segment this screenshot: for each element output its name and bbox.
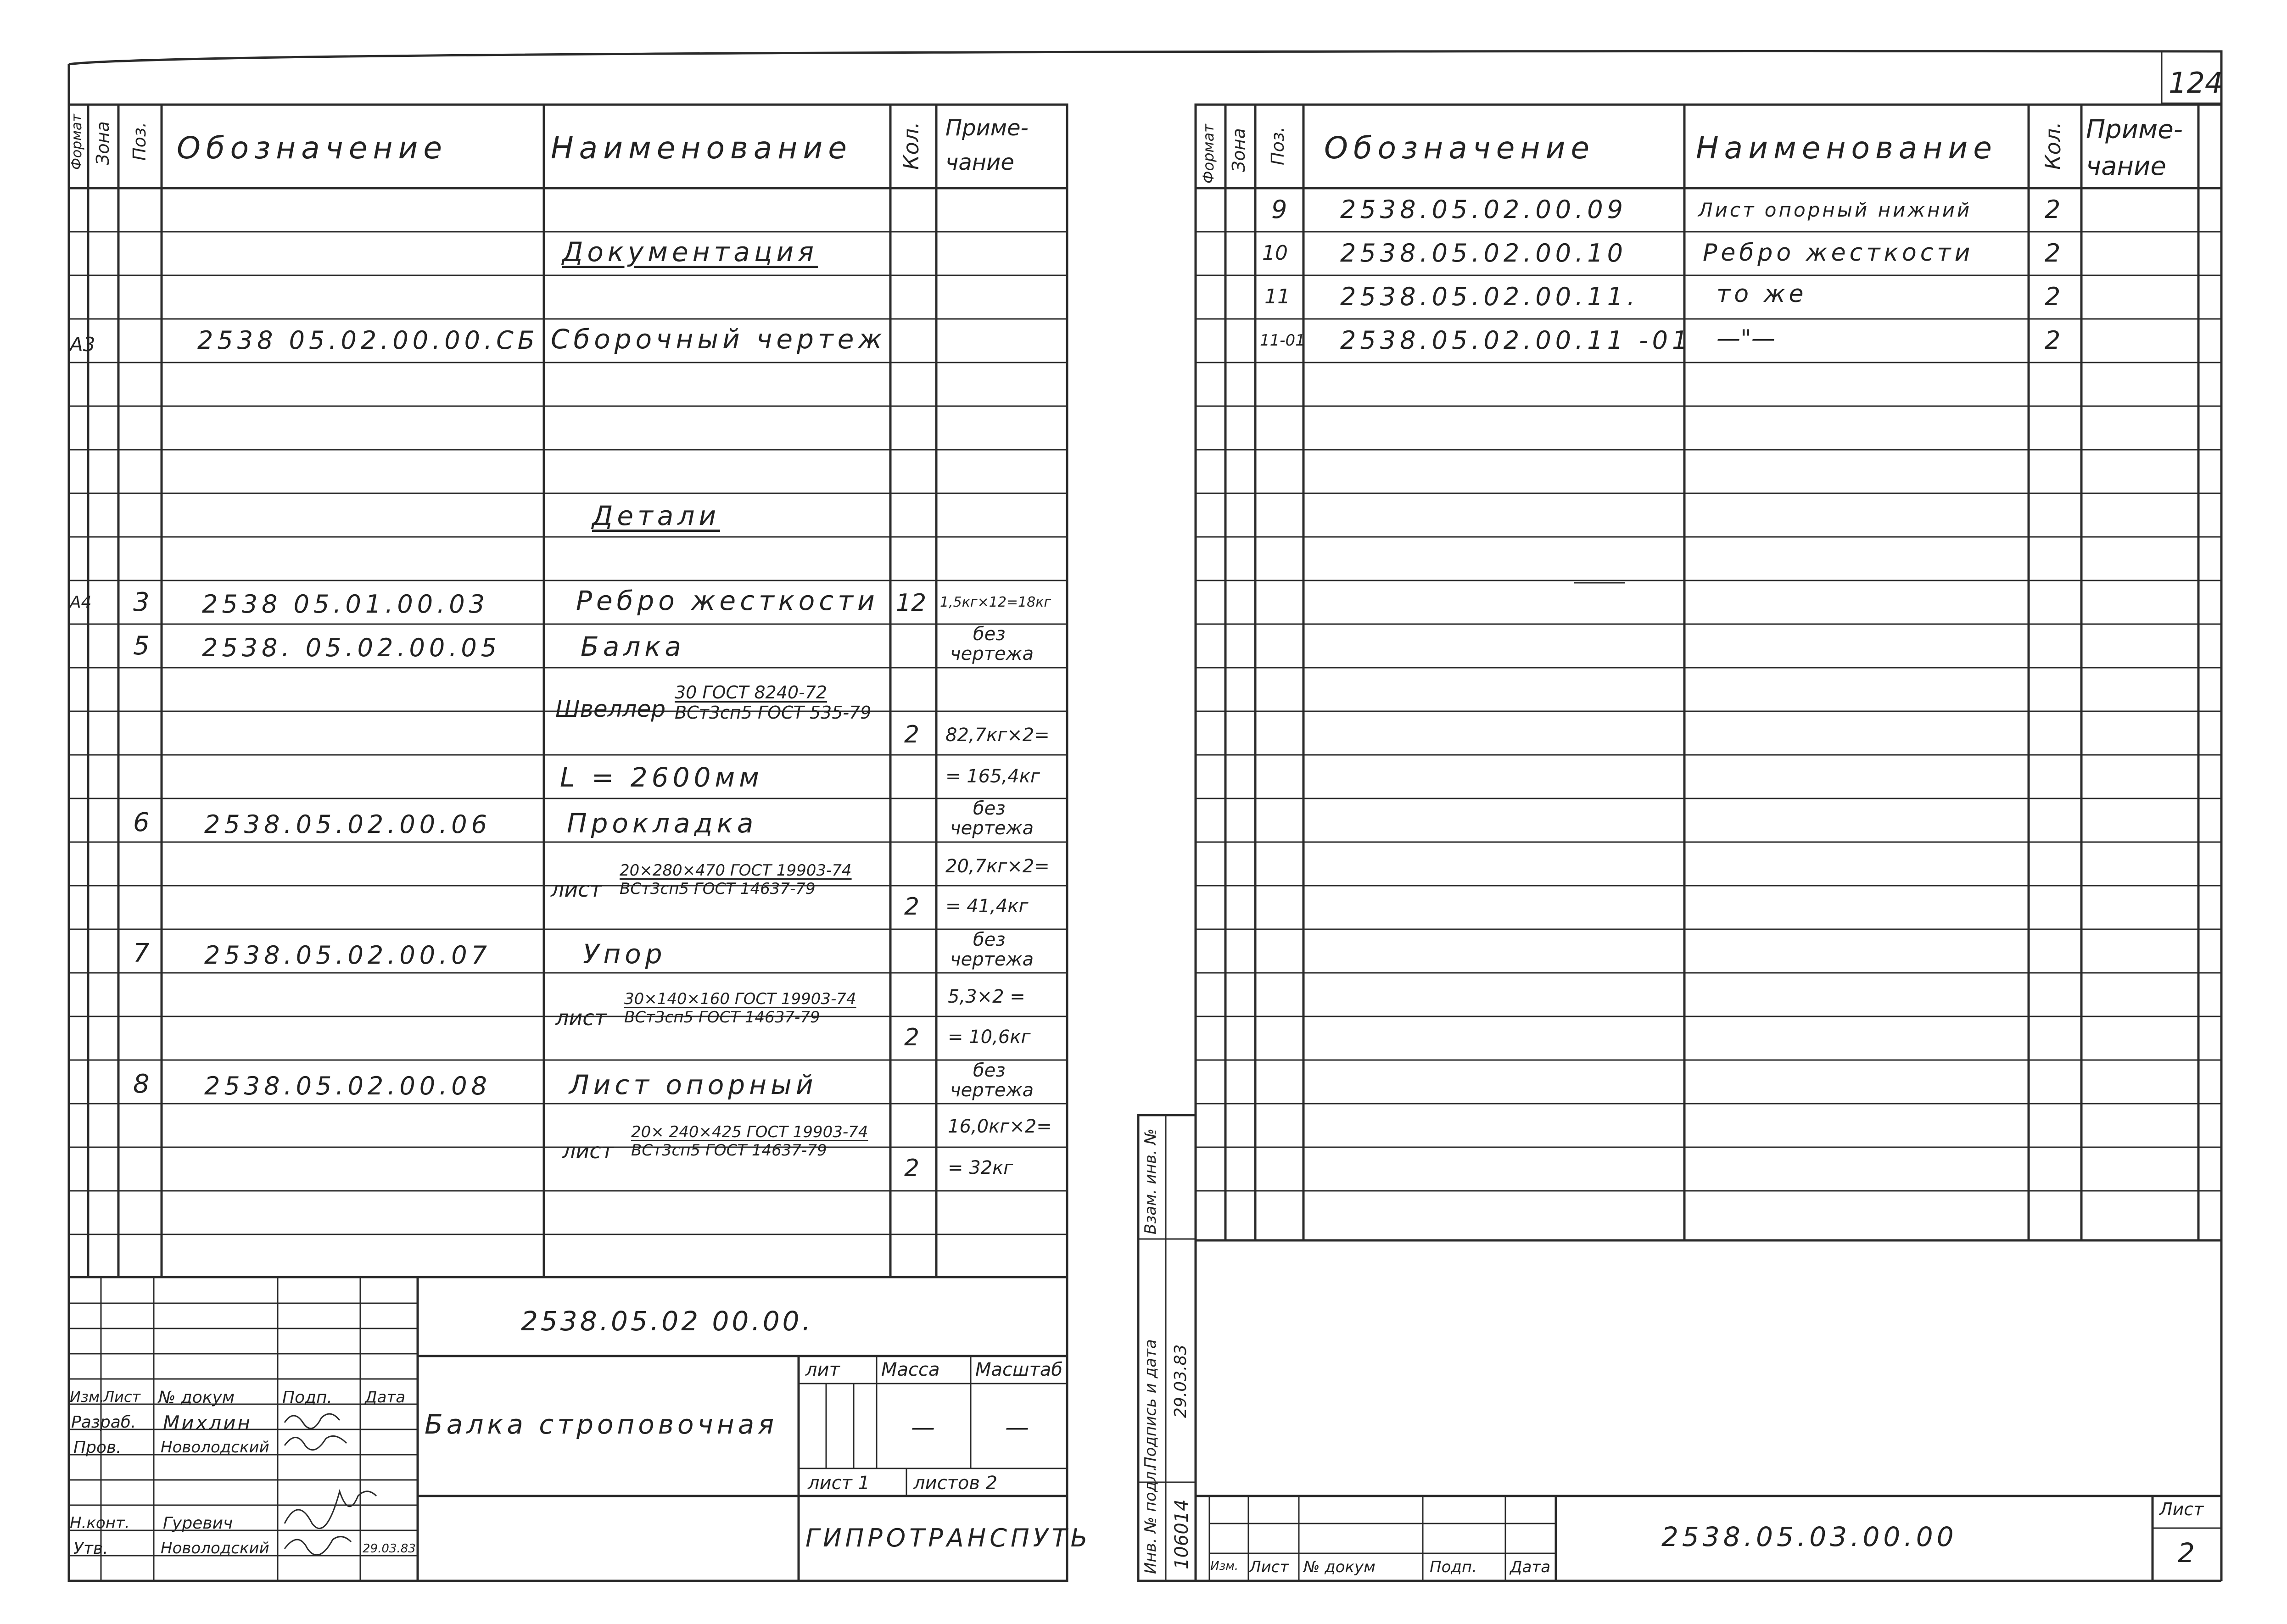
item-6-qty: 2 [904, 893, 920, 921]
header-designation: Обозначение [177, 130, 447, 166]
signature-app [285, 1537, 351, 1555]
item-9-qty: 2 [2045, 195, 2061, 224]
right-sheet-label: Лист [2159, 1499, 2204, 1519]
item-7-material-top: 30×140×160 ГОСТ 19903-74 [624, 990, 856, 1008]
item-6-material-top: 20×280×470 ГОСТ 19903-74 [620, 861, 852, 880]
right-col-sign: Подп. [1430, 1558, 1477, 1576]
item-10-name: Ребро жесткости [1703, 239, 1974, 267]
item-6-code: 2538.05.02.00.06 [204, 810, 491, 839]
side-inv-label: Инв. № подл. [1141, 1466, 1160, 1574]
header-zone: Зона [93, 121, 113, 165]
item-8-note-1: без [973, 1060, 1006, 1081]
stamp-app-role: Утв. [73, 1539, 108, 1558]
item-8-note-3: 16,0кг×2= [948, 1116, 1052, 1137]
item-5-material-prefix: Швеллер [555, 696, 666, 722]
title-sheets: листов 2 [913, 1473, 998, 1494]
title-mass-label: Масса [881, 1359, 940, 1380]
item-10-code: 2538.05.02.00.10 [1340, 239, 1627, 268]
item-6-name: Прокладка [567, 808, 758, 839]
title-sheet: лист 1 [808, 1473, 870, 1494]
item-11-name: то же [1717, 280, 1807, 308]
stamp-col-sheet: Лист [103, 1388, 141, 1406]
item-1101-qty: 2 [2045, 326, 2061, 355]
item-5-note-3: 82,7кг×2= [945, 725, 1050, 746]
section-documentation: Документация [562, 236, 818, 268]
right-header-note-2: чание [2086, 151, 2166, 181]
right-header-name: Наименование [1696, 130, 1997, 166]
header-note-2: чание [945, 150, 1014, 175]
item-8-material-prefix: лист [562, 1138, 614, 1163]
header-format: Формат [69, 114, 85, 170]
header-pos: Поз. [129, 122, 150, 161]
item-5-note-4: = 165,4кг [945, 766, 1040, 787]
right-header-designation: Обозначение [1324, 130, 1595, 166]
item-3-note: 1,5кг×12=18кг [940, 594, 1051, 610]
item-6-note-3: 20,7кг×2= [945, 856, 1050, 877]
right-col-docnum: № докум [1303, 1558, 1376, 1576]
signature-nc [285, 1491, 376, 1529]
stamp-nc-name: Гуревич [163, 1514, 233, 1533]
item-7-qty: 2 [904, 1024, 920, 1051]
item-8-note-4: = 32кг [948, 1157, 1013, 1178]
item-8-note-2: чертежа [950, 1080, 1034, 1101]
side-sign-date-label: Подпись и дата [1141, 1339, 1160, 1468]
right-col-change: Изм. [1210, 1559, 1239, 1573]
item-6-material-bottom: ВСт3сп5 ГОСТ 14637-79 [620, 880, 816, 898]
item-7-material-prefix: лист [555, 1005, 607, 1030]
page-number: 124 [2169, 66, 2223, 100]
side-date-value: 29.03.83 [1171, 1344, 1190, 1418]
title-product-name: Балка строповочная [425, 1409, 778, 1440]
side-replaced-inv-label: Взам. инв. № [1141, 1128, 1160, 1234]
title-scale-label: Масштаб [975, 1359, 1063, 1380]
right-header-pos: Поз. [1268, 126, 1288, 165]
item-11-qty: 2 [2045, 282, 2061, 311]
item-5-material-top: 30 ГОСТ 8240-72 [675, 682, 828, 703]
title-lit-label: лит [805, 1359, 840, 1380]
item-7-code: 2538.05.02.00.07 [204, 941, 491, 970]
stamp-nc-role: Н.конт. [70, 1514, 130, 1532]
item-9-name: Лист опорный нижний [1698, 199, 1972, 221]
item-7-pos: 7 [133, 938, 150, 968]
header-note-1: Приме- [945, 115, 1029, 141]
item-6-pos: 6 [133, 808, 150, 837]
item-8-material-top: 20× 240×425 ГОСТ 19903-74 [631, 1123, 868, 1141]
stamp-chk-name: Новолодский [161, 1438, 269, 1457]
stamp-col-change: Изм. [70, 1388, 105, 1406]
item-8-pos: 8 [133, 1069, 150, 1099]
item-6-note-4: = 41,4кг [945, 896, 1029, 917]
item-7-note-3: 5,3×2 = [948, 986, 1025, 1007]
signature-dev [285, 1414, 340, 1429]
item-11-pos: 11 [1264, 285, 1290, 308]
item-1101-name: —"— [1717, 325, 1775, 352]
item-3-qty: 12 [896, 589, 927, 617]
right-header-note-1: Приме- [2086, 115, 2183, 145]
stamp-chk-role: Пров. [73, 1438, 122, 1457]
item-6-material-prefix: лист [551, 877, 602, 902]
signature-chk [285, 1436, 347, 1450]
header-name: Наименование [551, 130, 852, 166]
item-8-material-bottom: ВСт3сп5 ГОСТ 14637-79 [631, 1141, 827, 1160]
right-header-zone: Зона [1229, 128, 1249, 172]
item-1101-pos: 11-01 [1260, 331, 1305, 350]
item-8-code: 2538.05.02.00.08 [204, 1072, 491, 1100]
item-7-note-2: чертежа [950, 949, 1034, 970]
stamp-app-date: 29.03.83 [363, 1542, 416, 1556]
item-11-code: 2538.05.02.00.11. [1340, 282, 1639, 311]
item-5-code: 2538. 05.02.00.05 [202, 633, 501, 662]
item-10-pos: 10 [1262, 241, 1288, 265]
item-3-format: А4 [70, 593, 92, 612]
stamp-col-date: Дата [365, 1388, 406, 1406]
item-3-pos: 3 [133, 587, 150, 617]
right-col-date: Дата [1510, 1558, 1551, 1576]
right-header-qty: Кол. [2041, 122, 2065, 170]
item-10-qty: 2 [2045, 239, 2061, 268]
item-5-qty: 2 [904, 721, 920, 748]
item-5-note-1: без [973, 624, 1006, 645]
right-sheet-number: 2 [2178, 1537, 2195, 1568]
right-col-sheet: Лист [1249, 1558, 1289, 1576]
item-5-note-2: чертежа [950, 643, 1034, 664]
item-7-material-bottom: ВСт3сп5 ГОСТ 14637-79 [624, 1008, 820, 1027]
stamp-app-name: Новолодский [161, 1539, 269, 1557]
right-header-format: Формат [1200, 124, 1217, 184]
title-mass-value: — [911, 1414, 935, 1441]
item-9-code: 2538.05.02.00.09 [1340, 195, 1627, 224]
section-parts: Детали [592, 500, 721, 531]
item-7-note-4: = 10,6кг [948, 1027, 1031, 1048]
doc-format: А3 [70, 333, 95, 356]
title-doc-number: 2538.05.02 00.00. [521, 1306, 813, 1337]
doc-code: 2538 05.02.00.00.СБ [197, 326, 539, 355]
item-7-note-1: без [973, 929, 1006, 950]
right-doc-number: 2538.05.03.00.00 [1661, 1521, 1957, 1552]
item-5-name: Балка [581, 631, 685, 662]
stamp-dev-name: Михлин [163, 1412, 252, 1434]
item-8-name: Лист опорный [569, 1069, 817, 1100]
stamp-col-docnum: № докум [158, 1388, 235, 1407]
item-3-name: Ребро жесткости [576, 585, 879, 616]
stamp-dev-role: Разраб. [71, 1413, 136, 1432]
item-7-name: Упор [583, 938, 666, 970]
side-inv-value: 106014 [1171, 1499, 1192, 1569]
item-6-note-2: чертежа [950, 818, 1034, 839]
item-9-pos: 9 [1271, 195, 1287, 224]
item-6-note-1: без [973, 798, 1006, 819]
item-5-material-bottom: ВСт3сп5 ГОСТ 535-79 [675, 703, 872, 723]
item-3-code: 2538 05.01.00.03 [202, 590, 489, 619]
doc-name: Сборочный чертеж [551, 324, 886, 355]
header-qty: Кол. [899, 122, 923, 170]
item-5-pos: 5 [133, 631, 150, 661]
item-1101-code: 2538.05.02.00.11 -01 [1340, 326, 1692, 355]
title-scale-value: — [1005, 1414, 1029, 1441]
stamp-col-sign: Подп. [282, 1388, 332, 1407]
item-8-qty: 2 [904, 1155, 920, 1182]
title-organization: ГИПРОТРАНСПУТЬ [805, 1524, 1091, 1552]
item-5-length: L = 2600мм [560, 762, 763, 793]
